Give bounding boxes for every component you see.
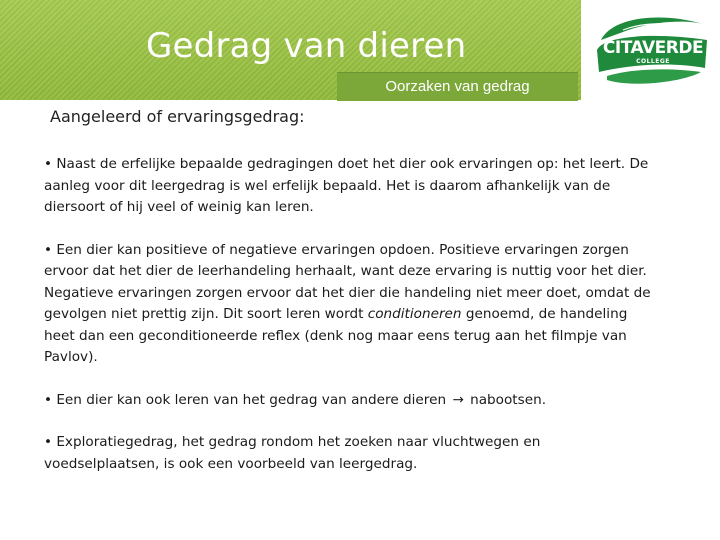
slide-header bbox=[0, 0, 720, 100]
paragraph-2 bbox=[44, 240, 654, 369]
slide-content bbox=[44, 154, 654, 496]
paragraph-2-text-a: • Een dier kan positieve of negatieve ervaringen opdoen. Positieve ervaringen zorgen ervoor dat het dier de leerhandeling herhaalt, want deze ervaring is nuttig voor het dier. Negatieve ervaringen zorgen ervoor dat het dier die handeling niet meer doet, omdat de gevolgen niet prettig zijn. Dit soort leren wordt bbox=[44, 241, 651, 322]
paragraph-4: • Exploratiegedrag, het gedrag rondom het zoeken naar vluchtwegen en voedselplaatsen, is ook een voorbeeld van leergedrag. bbox=[44, 434, 541, 472]
subtitle-bar bbox=[337, 72, 578, 101]
slide-title: Gedrag van dieren bbox=[146, 26, 467, 66]
logo-wordmark: CITAVERDE bbox=[602, 38, 704, 58]
logo-box bbox=[581, 0, 720, 100]
slide-subtitle: Oorzaken van gedrag bbox=[385, 78, 530, 95]
logo-subtext: COLLEGE bbox=[636, 58, 670, 65]
paragraph-1: • Naast de erfelijke bepaalde gedragingen doet het dier ook ervaringen op: het leert. De aanleg voor dit leergedrag is wel erfelijk bepaald. Het is daarom afhankelijk van de diersoort of hij veel of weinig kan leren. bbox=[44, 156, 649, 215]
paragraph-3 bbox=[44, 390, 654, 412]
arrow-right-icon: → bbox=[452, 391, 464, 408]
section-heading: Aangeleerd of ervaringsgedrag: bbox=[50, 107, 305, 126]
paragraph-3-text-a: • Een dier kan ook leren van het gedrag van andere dieren bbox=[44, 391, 451, 408]
paragraph-2-text-b: genoemd, de handeling heet dan een geconditioneerde reflex (denk nog maar eens terug aan het filmpje van Pavlov). bbox=[44, 306, 628, 365]
paragraph-3-text-b: nabootsen. bbox=[465, 391, 547, 408]
paragraph-2-emphasis: conditioneren bbox=[367, 306, 462, 322]
